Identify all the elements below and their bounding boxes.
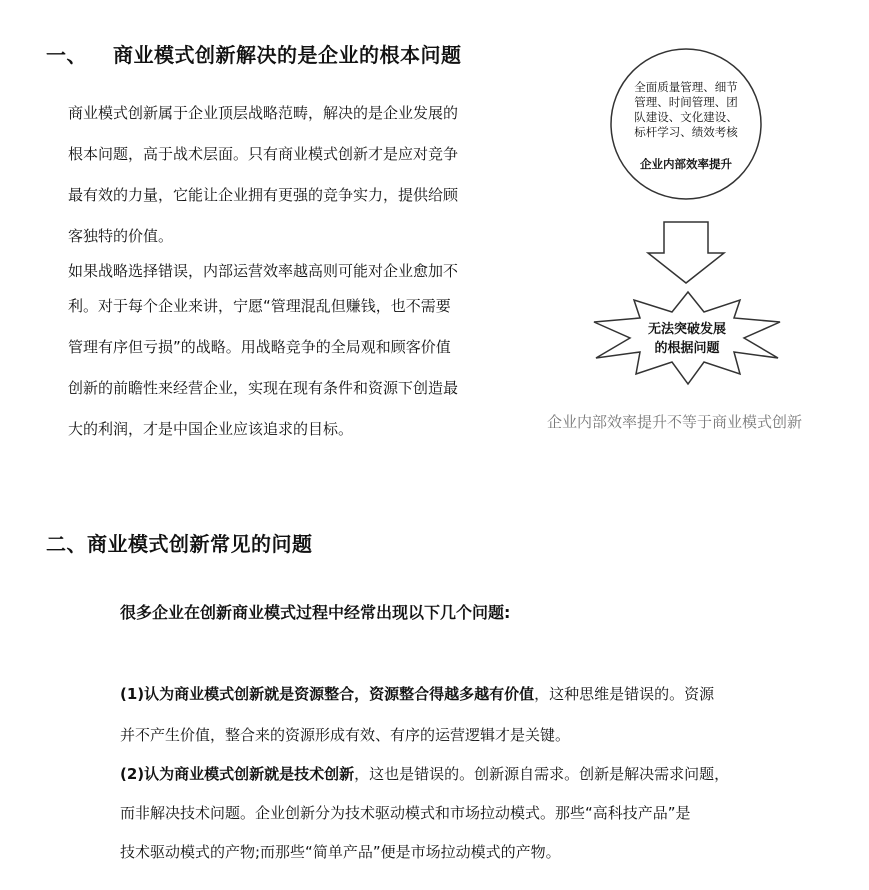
- body-line: 利。对于每个企业来讲，宁愿“管理混乱但赚钱，也不需要: [68, 297, 451, 315]
- item1-line2: 并不产生价值，整合来的资源形成有效、有序的运营逻辑才是关键。: [120, 726, 571, 744]
- circle-text: 全面质量管理、细节 管理、时间管理、团 队建设、文化建设、 标杆学习、绩效考核: [634, 80, 738, 139]
- item2-rest: ，这也是错误的。创新源自需求。创新是解决需求问题，: [354, 765, 730, 783]
- item2-line3: 技术驱动模式的产物;而那些“简单产品”便是市场拉动模式的产物。: [120, 843, 561, 861]
- item1-line1: [120, 687, 714, 702]
- section1-number: 一、: [46, 43, 87, 67]
- body-line: 根本问题，高于战术层面。只有商业模式创新才是应对竞争: [68, 145, 459, 163]
- section1-title: 商业模式创新解决的是企业的根本问题: [113, 43, 462, 67]
- body-line: 如果战略选择错误，内部运营效率越高则可能对企业愈加不: [68, 262, 459, 280]
- star-text: 无法突破发展 的根据问题: [647, 322, 726, 356]
- item2-line1: [120, 767, 729, 782]
- section1-heading: [46, 39, 462, 68]
- body-line: 商业模式创新属于企业顶层战略范畴，解决的是企业发展的: [68, 104, 459, 122]
- section2-intro: 很多企业在创新商业模式过程中经常出现以下几个问题:: [120, 603, 511, 622]
- body-line: 大的利润，才是中国企业应该追求的目标。: [68, 420, 354, 438]
- item1-rest: ，这种思维是错误的。资源: [534, 685, 715, 703]
- circle-label: 企业内部效率提升: [640, 157, 732, 171]
- body-line: 创新的前瞻性来经营企业，实现在现有条件和资源下创造最: [68, 379, 459, 397]
- down-arrow-icon: [648, 222, 724, 283]
- body-line: 客独特的价值。: [68, 227, 174, 245]
- body-line: 管理有序但亏损”的战略。用战略竞争的全局观和顾客价值: [68, 338, 451, 356]
- item2-line2: 而非解决技术问题。企业创新分为技术驱动模式和市场拉动模式。那些“高科技产品”是: [120, 804, 691, 822]
- body-line: 最有效的力量，它能让企业拥有更强的竞争实力，提供给顾: [68, 186, 459, 204]
- diagram-caption: 企业内部效率提升不等于商业模式创新: [547, 413, 803, 431]
- item1-bold: (1)认为商业模式创新就是资源整合，资源整合得越多越有价值: [120, 685, 535, 703]
- item2-bold: (2)认为商业模式创新就是技术创新: [120, 765, 355, 783]
- section2-heading: 二、商业模式创新常见的问题: [46, 532, 313, 556]
